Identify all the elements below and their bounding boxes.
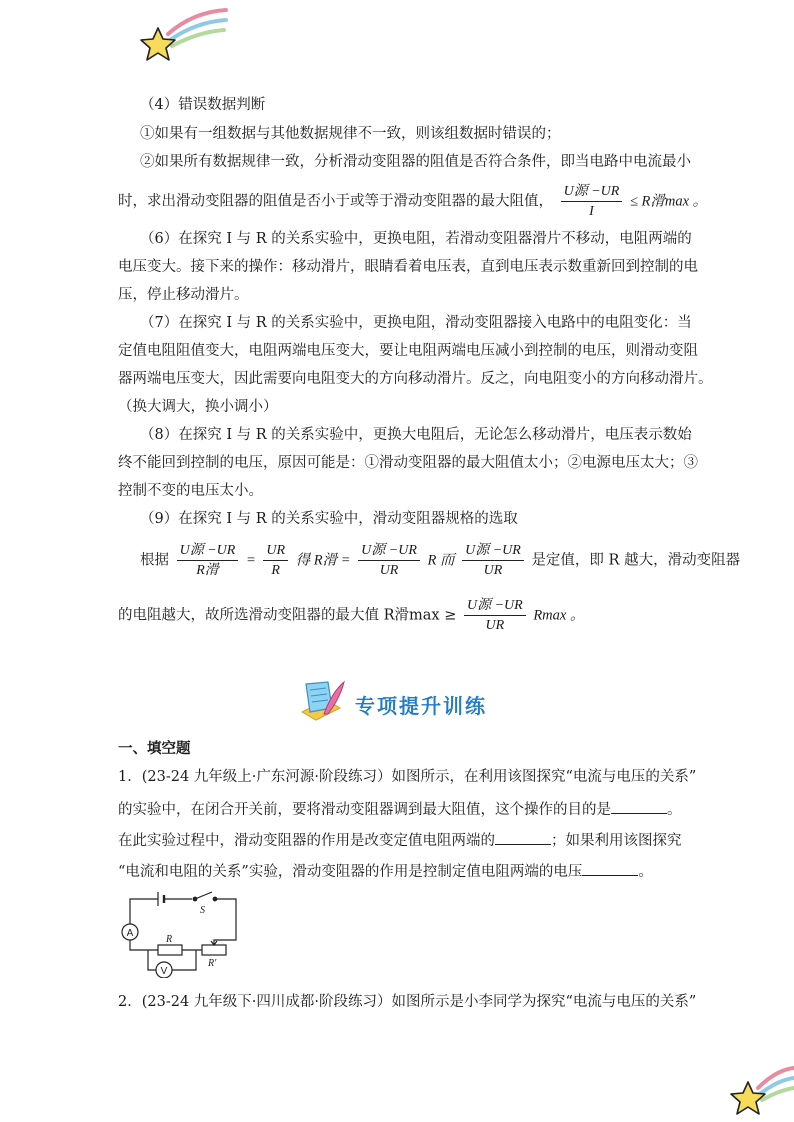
p9-frac4 bbox=[462, 542, 524, 579]
p9-gen: 根据 bbox=[140, 552, 169, 569]
p4-title: （4）错误数据判断 bbox=[140, 97, 266, 113]
shooting-star-icon bbox=[728, 1060, 794, 1116]
answer-blank[interactable] bbox=[582, 861, 638, 876]
ammeter-label: A bbox=[126, 928, 134, 939]
p9-frac3 bbox=[358, 542, 420, 579]
voltmeter-label: V bbox=[160, 966, 168, 977]
p6-line2: 电压变大。接下来的操作：移动滑片，眼睛看着电压表，直到电压表示数重新回到控制的电 bbox=[118, 259, 698, 275]
q1-line3a: 在此实验过程中，滑动变阻器的作用是改变定值电阻两端的 bbox=[118, 833, 495, 849]
answer-blank[interactable] bbox=[495, 830, 551, 845]
p6-line3: 压，停止移动滑片。 bbox=[118, 287, 249, 303]
q1-line4a: “电流和电阻的关系”实验，滑动变阻器的作用是控制定值电阻两端的电压 bbox=[118, 864, 583, 880]
rheostat bbox=[202, 945, 226, 955]
switch-blade bbox=[195, 892, 212, 899]
p9-formula-line bbox=[140, 542, 740, 579]
p4-formula-den: I bbox=[589, 204, 594, 219]
p9-line1: （9）在探究 I 与 R 的关系实验中，滑动变阻器规格的选取 bbox=[140, 511, 518, 527]
p9-frac3-num: U源 −UR bbox=[358, 542, 420, 561]
p9-frac1 bbox=[177, 542, 239, 579]
p4-formula bbox=[561, 183, 623, 220]
p9-frac2 bbox=[263, 542, 288, 579]
q1-line4 bbox=[118, 861, 653, 882]
p4-formula-num: U源 −UR bbox=[561, 183, 623, 202]
p7-line2: 定值电阻阻值变大，电阻两端电压变大，要让电阻两端电压减小到控制的电压，则滑动变阻 bbox=[118, 343, 698, 359]
p9-line3 bbox=[118, 597, 584, 634]
p9-frac5-den: UR bbox=[485, 618, 505, 633]
p9-line3a: 的电阻越大，故所选滑动变阻器的最大值 R滑max ≥ bbox=[118, 607, 457, 624]
resistor-label: R bbox=[166, 934, 173, 945]
book-quill-icon bbox=[296, 678, 348, 724]
q1-line3 bbox=[118, 830, 682, 851]
p9-line3b: Rmax 。 bbox=[533, 607, 585, 624]
p4-item2a: ②如果所有数据规律一致，分析滑动变阻器的阻值是否符合条件，即当电路中电流最小 bbox=[140, 154, 691, 170]
p4-formula-rhs: ≤ R滑max 。 bbox=[629, 193, 708, 210]
circuit-diagram bbox=[116, 888, 246, 978]
p9-eq: = bbox=[245, 552, 256, 569]
p7-line3: 器两端电压变大，因此需要向电阻变大的方向移动滑片。反之，向电阻变小的方向移动滑片。 bbox=[118, 371, 713, 387]
switch-label: S bbox=[200, 905, 205, 916]
p9-frac4-den: UR bbox=[483, 563, 503, 578]
p8-line2: 终不能回到控制的电压，原因可能是：①滑动变阻器的最大阻值太小；②电源电压太大；③ bbox=[118, 455, 698, 471]
p9-frac5 bbox=[464, 597, 526, 634]
p9-frac2-den: R bbox=[271, 563, 280, 578]
p9-frac4-num: U源 −UR bbox=[462, 542, 524, 561]
q1-line2 bbox=[118, 799, 682, 820]
q1-line4b: 。 bbox=[638, 864, 653, 880]
p7-line4: （换大调大，换小调小） bbox=[118, 399, 278, 415]
section-heading: 专项提升训练 bbox=[355, 694, 487, 718]
p9-frac5-num: U源 −UR bbox=[464, 597, 526, 616]
rheostat-label: R′ bbox=[208, 958, 217, 969]
q2-line1: 2．(23-24 九年级下·四川成都·阶段练习）如图所示是小李同学为探究“电流与电压的关系” bbox=[118, 994, 697, 1010]
q1-line2a: 的实验中，在闭合开关前，要将滑动变阻器调到最大阻值，这个操作的目的是 bbox=[118, 802, 611, 818]
answer-blank[interactable] bbox=[611, 799, 667, 814]
p9-de: 得 R滑 = bbox=[295, 552, 351, 569]
p9-frac3-den: UR bbox=[379, 563, 399, 578]
p9-frac2-num: UR bbox=[263, 542, 288, 561]
p7-line1: （7）在探究 I 与 R 的关系实验中，更换电阻，滑动变阻器接入电路中的电阻变化：当 bbox=[140, 315, 692, 331]
p4-item1: ①如果有一组数据与其他数据规律不一致，则该组数据时错误的； bbox=[140, 126, 561, 142]
p9-frac1-den: R滑 bbox=[196, 563, 219, 578]
q1-line2b: 。 bbox=[667, 802, 682, 818]
p9-tail: 是定值，即 R 越大，滑动变阻器 bbox=[531, 552, 741, 569]
p8-line1: （8）在探究 I 与 R 的关系实验中，更换大电阻后，无论怎么移动滑片，电压表示数始 bbox=[140, 427, 692, 443]
section-title: 一、填空题 bbox=[118, 741, 191, 757]
q1-line1: 1．(23-24 九年级上·广东河源·阶段练习）如图所示，在利用该图探究“电流与电压的关系” bbox=[118, 769, 697, 785]
fixed-resistor bbox=[158, 945, 182, 955]
p6-line1: （6）在探究 I 与 R 的关系实验中，更换电阻，若滑动变阻器滑片不移动，电阻两端的 bbox=[140, 231, 692, 247]
p9-frac1-num: U源 −UR bbox=[177, 542, 239, 561]
shooting-star-icon bbox=[138, 4, 228, 62]
p8-line3: 控制不变的电压太小。 bbox=[118, 483, 263, 499]
p4-item2b bbox=[118, 183, 707, 220]
p4-item2b-text: 时，求出滑动变阻器的阻值是否小于或等于滑动变阻器的最大阻值， bbox=[118, 193, 553, 210]
q1-line3b: ；如果利用该图探究 bbox=[551, 833, 682, 849]
p9-r-er: R 而 bbox=[427, 552, 455, 569]
